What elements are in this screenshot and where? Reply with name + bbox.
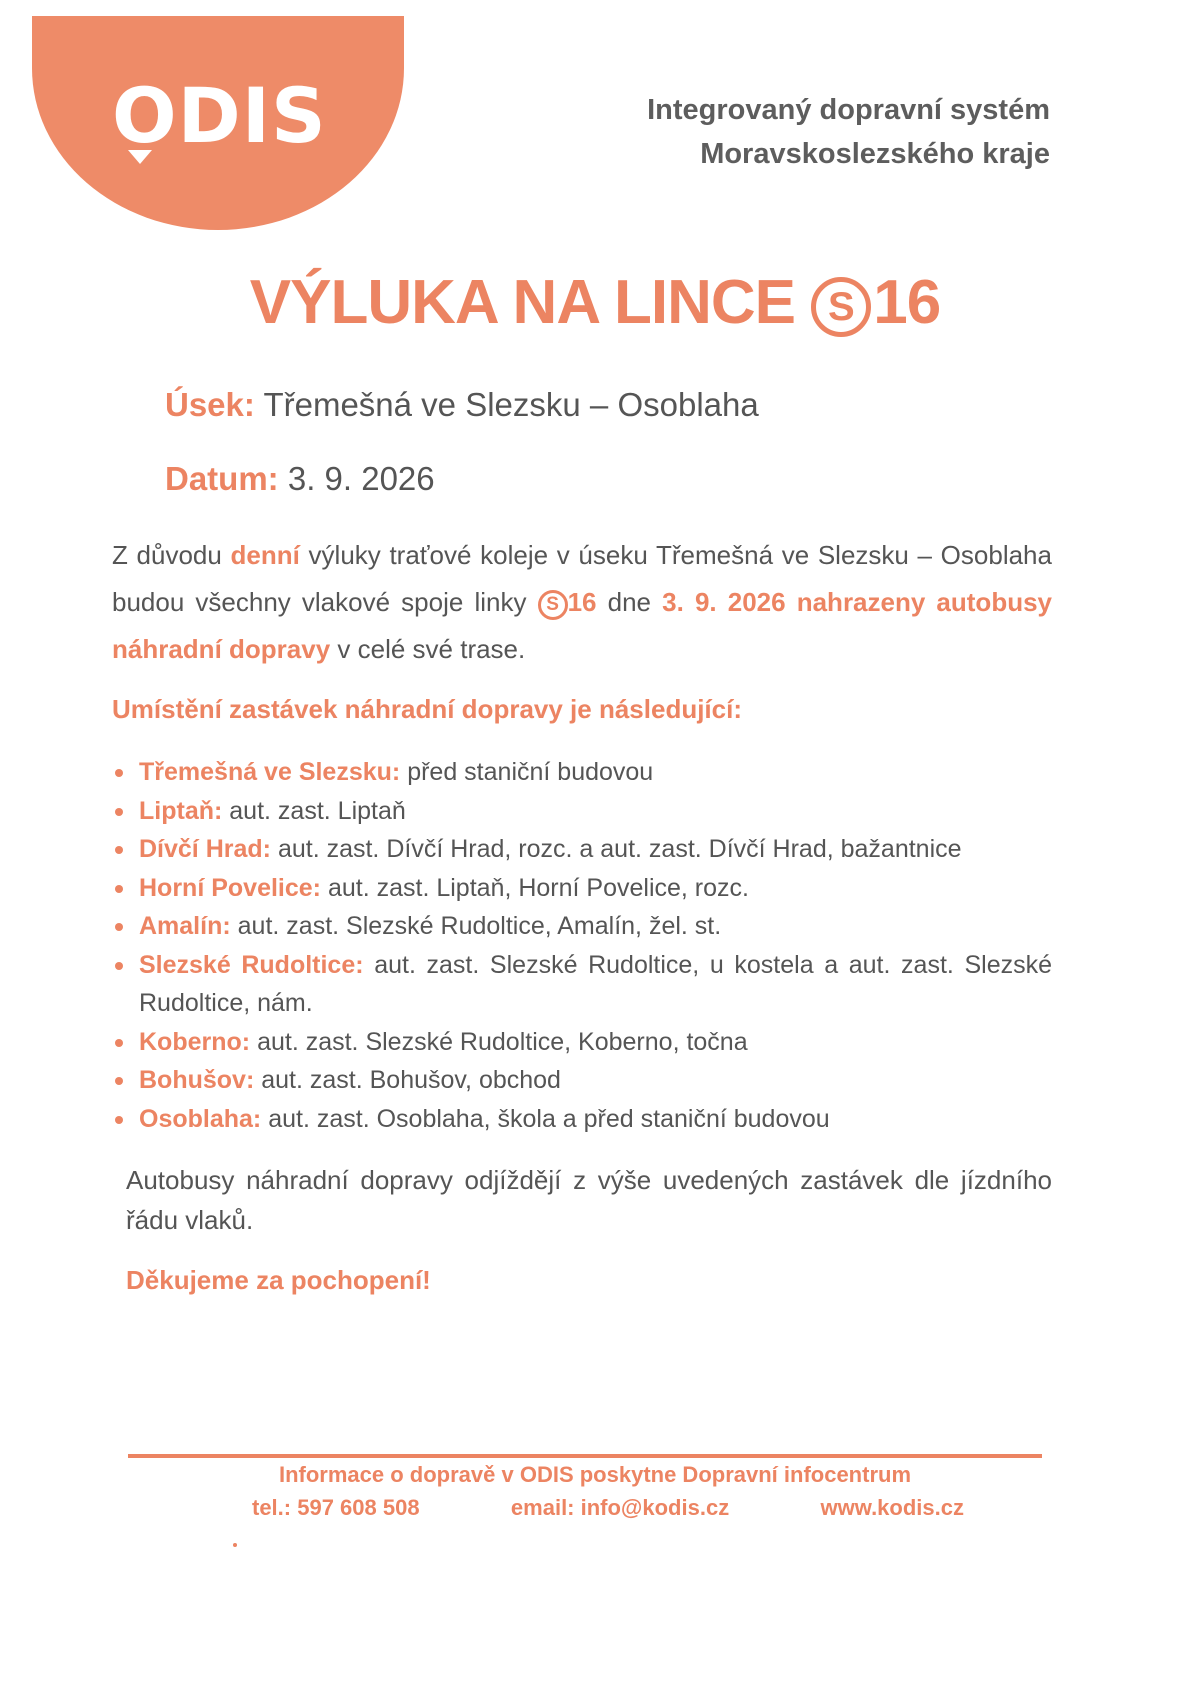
bullet-icon [115,1116,123,1124]
bullet-icon [115,923,123,931]
intro-highlight-daily: denní [230,540,300,570]
list-item [112,830,1052,869]
list-item [112,946,1052,1023]
footer-info: Informace o dopravě v ODIS poskytne Dopravní infocentrum [278,1462,912,1487]
footer-email: email: info@kodis.cz [510,1495,730,1520]
bullet-icon [115,808,123,816]
stop-desc: aut. zast. Osoblaha, škola a před staniční budovou [268,1104,830,1133]
map-pin-icon [128,150,152,164]
intro-highlight-date: 3. 9. 2026 [662,587,786,617]
stop-name: Amalín: [139,912,231,940]
bullet-icon [115,1039,123,1047]
bullet-icon [115,962,123,970]
stop-desc: aut. zast. Bohušov, obchod [261,1066,561,1094]
footer-phone: tel.: 597 608 508 [252,1495,420,1520]
bullet-icon [115,769,123,777]
bullet-icon [115,1077,123,1085]
stop-name: Liptaň: [139,796,223,825]
header-line-2: Moravskoslezského kraje [700,138,1050,170]
section-info [165,386,759,424]
stop-desc: aut. zast. Slezské Rudoltice, Koberno, točna [257,1027,748,1056]
stop-desc: před staniční budovou [407,758,654,786]
section-value: Třemešná ve Slezsku – Osoblaha [263,386,759,423]
intro-text-1: Z důvodu [112,540,222,570]
stop-desc: aut. zast. Liptaň [229,796,406,825]
list-item [112,1061,1052,1100]
list-item [112,1100,1052,1139]
date-label: Datum: [165,460,279,497]
intro-paragraph [112,532,1052,673]
intro-line-number: 16 [567,587,597,617]
intro-text-3: dne [607,587,652,617]
bullet-icon [115,885,123,893]
stop-name: Dívčí Hrad: [139,835,271,863]
stop-name: Třemešná ve Slezsku: [139,758,401,786]
intro-highlight-replacement: nahrazeny autobusy náhradní dopravy [112,587,1053,664]
train-line-badge-icon: S [811,277,871,337]
thanks-text: Děkujeme za pochopení! [126,1265,431,1295]
stops-heading: Umístění zastávek náhradní dopravy je následující: [112,694,742,724]
list-item [112,792,1052,831]
stops-list [112,753,1052,1138]
stop-desc: aut. zast. Dívčí Hrad, rozc. a aut. zast. Dívčí Hrad, bažantnice [277,835,962,863]
scan-artifact-dot [233,1543,237,1547]
section-label: Úsek: [165,386,255,423]
intro-text-2: výluky traťové koleje v úseku Třemešná ve Slezsku – Osoblaha budou všechny vlakové spoje linky [112,540,1052,617]
stop-name: Bohušov: [139,1066,255,1094]
intro-text-4: v celé své trase. [337,634,526,664]
stop-name: Koberno: [139,1027,251,1056]
closing-paragraph: Autobusy náhradní dopravy odjíždějí z výše uvedených zastávek dle jízdního řádu vlaků. [126,1165,1052,1235]
list-item [112,907,1052,946]
list-item [112,869,1052,908]
logo-text: ODIS [112,71,327,160]
footer-website: www.kodis.cz [820,1495,964,1520]
bullet-icon [115,846,123,854]
footer-contacts [252,1495,964,1521]
header-line-1: Integrovaný dopravní systém [647,94,1050,126]
header-title [647,88,1050,176]
train-line-badge-icon: S [538,590,568,620]
stop-desc: aut. zast. Slezské Rudoltice, Amalín, žel. st. [237,912,722,940]
date-info [165,460,435,498]
list-item [112,1023,1052,1062]
date-value: 3. 9. 2026 [287,460,435,497]
page-title [0,268,1190,337]
list-item [112,753,1052,792]
title-line-number: 16 [873,268,941,337]
stop-desc: aut. zast. Slezské Rudoltice, u kostela a aut. zast. Slezské Rudoltice, nám. [139,950,1053,1017]
stop-desc: aut. zast. Liptaň, Horní Povelice, rozc. [327,873,749,902]
stop-name: Horní Povelice: [139,873,321,902]
stop-name: Osoblaha: [139,1104,262,1133]
footer-divider [128,1454,1042,1458]
stop-name: Slezské Rudoltice: [139,950,364,979]
title-prefix: VÝLUKA NA LINCE [249,268,796,337]
